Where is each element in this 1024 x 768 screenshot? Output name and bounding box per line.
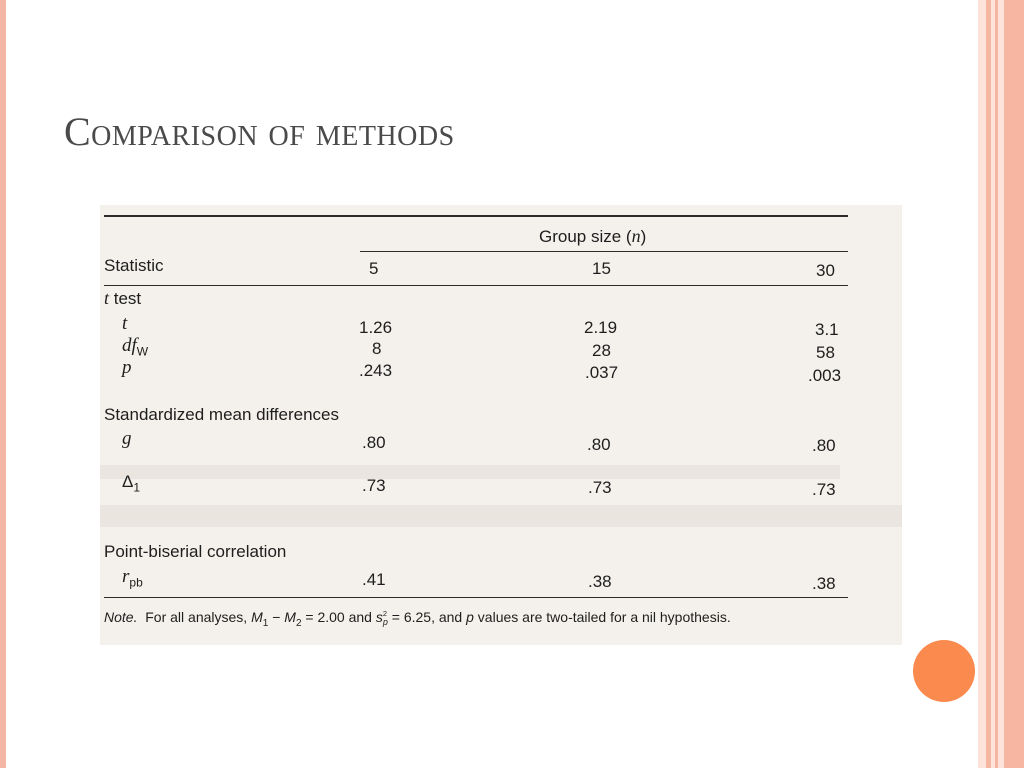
df-subscript: W bbox=[136, 344, 149, 359]
note-text: values are two-tailed for a nil hypothesis. bbox=[473, 609, 731, 625]
cell-r-5: .41 bbox=[362, 570, 386, 589]
row-label-p: p bbox=[122, 357, 132, 378]
statistic-header: Statistic bbox=[104, 256, 164, 275]
cell-t-15: 2.19 bbox=[584, 318, 618, 337]
cell-delta-15: .73 bbox=[588, 478, 612, 497]
scan-shade bbox=[100, 505, 902, 527]
group-size-header bbox=[539, 226, 646, 247]
row-label-t: t bbox=[122, 313, 128, 334]
right-border-decoration bbox=[978, 0, 1024, 768]
table-note bbox=[104, 609, 731, 629]
top-rule bbox=[104, 215, 848, 217]
border-stripe bbox=[995, 0, 998, 768]
group-size-text: Group size ( bbox=[539, 227, 632, 246]
group-size-close: ) bbox=[640, 227, 647, 246]
cell-g-15: .80 bbox=[587, 435, 611, 454]
cell-delta-30: .73 bbox=[812, 480, 836, 499]
border-stripe bbox=[986, 0, 991, 768]
note-s-sup: 2 bbox=[382, 609, 388, 619]
note-m2: M bbox=[284, 609, 296, 625]
orange-circle-decoration bbox=[913, 640, 975, 702]
section-t-test: t test bbox=[104, 288, 142, 308]
cell-df-30: 58 bbox=[816, 343, 835, 362]
note-m2-sub: 2 bbox=[295, 617, 302, 629]
scan-shade bbox=[100, 465, 840, 479]
column-header-30: 30 bbox=[816, 261, 835, 280]
row-label-g: g bbox=[122, 428, 132, 449]
r-symbol: r bbox=[122, 566, 130, 587]
note-s: s bbox=[375, 609, 383, 625]
delta-subscript: 1 bbox=[133, 480, 141, 495]
cell-df-15: 28 bbox=[592, 341, 611, 360]
cell-r-15: .38 bbox=[588, 572, 612, 591]
cell-df-5: 8 bbox=[372, 339, 382, 358]
cell-p-30: .003 bbox=[808, 366, 842, 385]
cell-g-30: .80 bbox=[812, 436, 836, 455]
cell-delta-5: .73 bbox=[362, 476, 386, 495]
note-minus: − bbox=[268, 609, 285, 625]
cell-p-5: .243 bbox=[359, 361, 393, 380]
border-stripe bbox=[1004, 0, 1024, 768]
row-label-r bbox=[122, 566, 143, 589]
delta-symbol: Δ bbox=[122, 472, 134, 491]
slide-title: Comparison of methods bbox=[64, 109, 455, 154]
note-text: = 2.00 and bbox=[301, 609, 376, 625]
cell-t-30: 3.1 bbox=[815, 320, 839, 339]
note-p: p bbox=[466, 609, 474, 625]
column-header-15: 15 bbox=[592, 259, 611, 278]
note-text: For all analyses, bbox=[145, 609, 252, 625]
section-pbc: Point-biserial correlation bbox=[104, 542, 287, 561]
note-s-sub: p bbox=[382, 617, 388, 628]
row-label-df bbox=[122, 335, 148, 358]
spanner-rule bbox=[360, 251, 848, 252]
note-m1: M bbox=[251, 609, 263, 625]
header-rule bbox=[104, 285, 848, 286]
r-subscript: pb bbox=[129, 575, 143, 590]
note-label: Note. bbox=[104, 609, 138, 625]
row-label-delta bbox=[122, 472, 140, 494]
cell-g-5: .80 bbox=[362, 433, 386, 452]
df-symbol: df bbox=[122, 335, 137, 356]
cell-r-30: .38 bbox=[812, 574, 836, 593]
left-border-decoration bbox=[0, 0, 6, 768]
column-header-5: 5 bbox=[369, 259, 379, 278]
note-text: = 6.25, and bbox=[387, 609, 467, 625]
cell-t-5: 1.26 bbox=[359, 318, 393, 337]
cell-p-15: .037 bbox=[585, 363, 619, 382]
n-symbol: n bbox=[631, 226, 641, 246]
bottom-rule bbox=[104, 597, 848, 598]
section-smd: Standardized mean differences bbox=[104, 405, 340, 424]
note-m1-sub: 1 bbox=[262, 617, 269, 629]
scanned-table-image bbox=[100, 205, 902, 645]
